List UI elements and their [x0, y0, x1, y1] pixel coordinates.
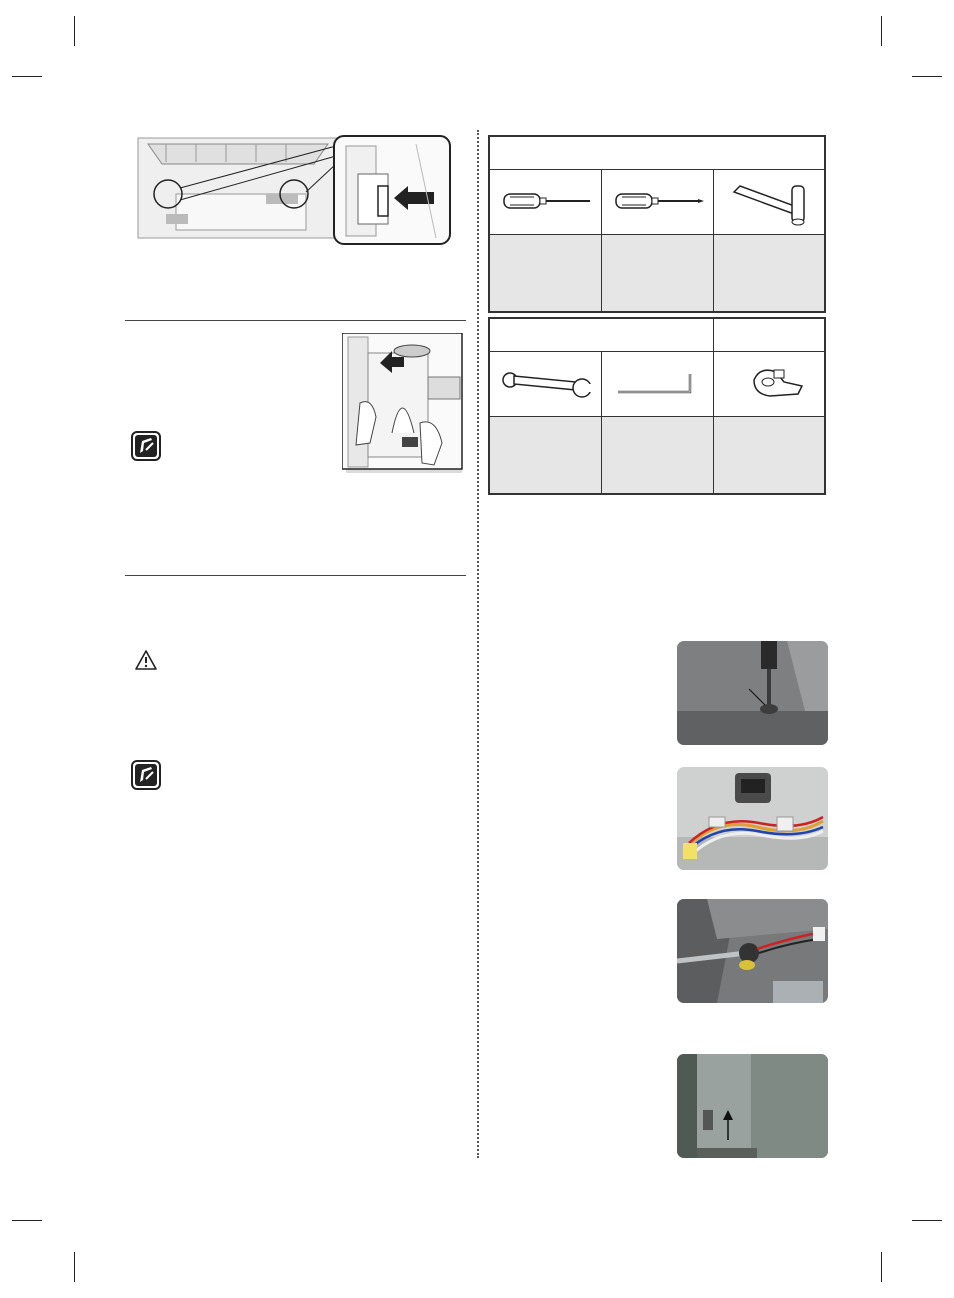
wrench-hinge-photo: [677, 899, 828, 1003]
crop-mark: [912, 76, 942, 77]
caution-triangle-icon: [134, 649, 158, 671]
phillips-screwdriver-icon: [602, 170, 714, 234]
crop-mark: [74, 16, 75, 46]
section-divider: [125, 575, 466, 576]
socket-wrench-icon: [714, 170, 824, 234]
tool-label: [490, 234, 602, 311]
tool-cell: [490, 170, 602, 234]
tools-table-header: [490, 137, 824, 170]
crop-mark: [74, 1252, 75, 1282]
clip-part-icon: [714, 352, 824, 416]
tool-label: [714, 234, 824, 311]
tools-table-header: [714, 319, 824, 352]
crop-mark: [12, 76, 42, 77]
note-icon: [131, 760, 161, 790]
spanner-icon: [490, 352, 602, 416]
column-divider: [477, 130, 479, 1158]
tool-label: [714, 416, 824, 493]
section-divider: [125, 320, 466, 321]
tool-label: [602, 416, 714, 493]
remove-bin-illustration: [342, 333, 468, 475]
crop-mark: [881, 16, 882, 46]
flat-screwdriver-icon: [490, 170, 602, 234]
drill-hole-photo: [677, 641, 828, 745]
tool-label: [490, 416, 602, 493]
wiring-photo: [677, 767, 828, 870]
tool-cell: [714, 352, 824, 416]
fridge-interior-illustration: [136, 134, 454, 248]
tools-table-header: [490, 319, 714, 352]
door-bottom-photo: [677, 1054, 828, 1158]
crop-mark: [881, 1252, 882, 1282]
tool-cell: [602, 170, 714, 234]
tools-table-2: [488, 317, 826, 495]
tool-label: [602, 234, 714, 311]
hex-key-icon: [602, 352, 714, 416]
note-icon: [131, 431, 161, 461]
tool-cell: [490, 352, 602, 416]
tool-cell: [714, 170, 824, 234]
crop-mark: [12, 1220, 42, 1221]
tool-cell: [602, 352, 714, 416]
crop-mark: [912, 1220, 942, 1221]
tools-table-1: [488, 135, 826, 313]
